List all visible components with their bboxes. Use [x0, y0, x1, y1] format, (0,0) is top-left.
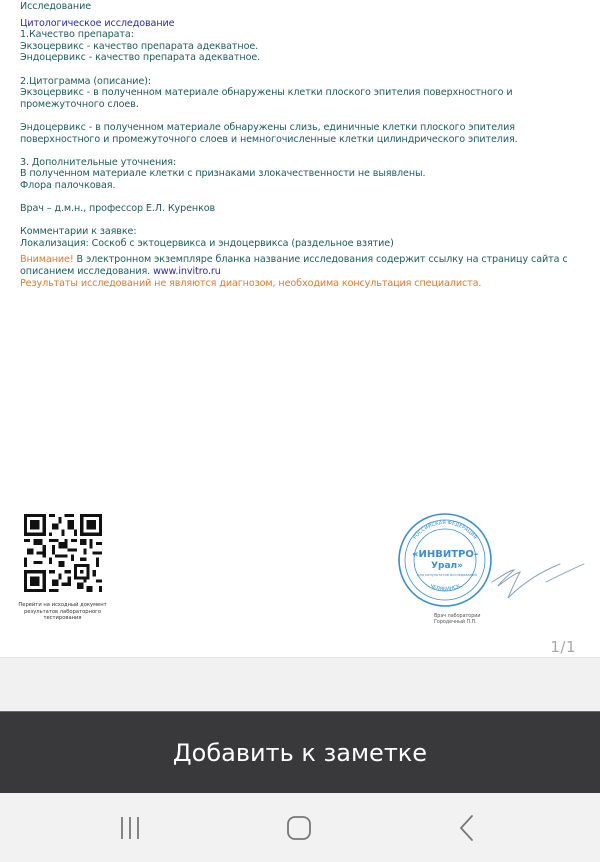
lab-stamp-icon: [397, 512, 493, 608]
quality-heading: 1.Качество препарата:: [20, 29, 134, 41]
comments-localization: Локализация: Соскоб с эктоцервикса и эндоцервикса (раздельное взятие): [20, 237, 394, 249]
warning-text: В электронном экземпляре бланка название исследования содержит ссылку на страницу сайта с описанием исследования.: [20, 254, 571, 278]
recent-apps-button[interactable]: [110, 813, 150, 843]
svg-text:для результатов исследований: для результатов исследований: [417, 573, 477, 577]
viewer-background: [0, 657, 600, 711]
signer-role: Врач лаборатории: [434, 614, 481, 619]
svg-text:Урал»: Урал»: [431, 561, 463, 571]
notes-heading: 3. Дополнительные уточнения:: [20, 156, 177, 168]
quality-exo: Экзоцервикс - качество препарата адекватное.: [20, 40, 259, 52]
disclaimer: Результаты исследований не являются диагнозом, необходима консультация специалиста.: [20, 277, 482, 289]
svg-text:ЧЕЛЯБИНСК: ЧЕЛЯБИНСК: [428, 583, 462, 593]
svg-text:РОССИЙСКАЯ ФЕДЕРАЦИЯ: РОССИЙСКАЯ ФЕДЕРАЦИЯ: [412, 519, 478, 541]
qr-block: [10, 514, 115, 622]
signature-icon: [488, 558, 588, 604]
cytogram-exo: Экзоцервикс - в полученном материале обнаружены клетки плоского эпителия поверхностного и промежуточного слоев.: [20, 87, 516, 110]
notes-malignancy: В полученном материале клетки с признаками злокачественности не выявлены.: [20, 168, 426, 180]
warning-paragraph: [20, 254, 590, 277]
qr-code-icon[interactable]: [24, 514, 102, 592]
svg-text:«ИНВИТРО-: «ИНВИТРО-: [412, 549, 478, 560]
study-title[interactable]: Цитологическое исследование: [20, 17, 175, 29]
signer-name: Городечный П.П.: [434, 620, 477, 625]
page-counter: 1/1: [550, 638, 576, 656]
add-to-note-button[interactable]: Добавить к заметке: [0, 711, 600, 793]
signer-caption: [434, 614, 481, 626]
cytogram-heading: 2.Цитограмма (описание):: [20, 75, 151, 87]
quality-endo: Эндоцервикс - качество препарата адекватное.: [20, 52, 261, 64]
system-nav-bar: [0, 793, 600, 862]
notes-flora: Флора палочковая.: [20, 179, 116, 191]
section-label: Исследование: [20, 1, 92, 12]
home-button[interactable]: [279, 813, 319, 843]
back-button[interactable]: [447, 813, 487, 843]
back-chevron-icon: [457, 814, 477, 842]
document-text: [20, 0, 590, 289]
doctor-signature-line: Врач – д.м.н., профессор Е.Л. Куренков: [20, 203, 216, 215]
comments-heading: Комментарии к заявке:: [20, 226, 137, 238]
invitro-link[interactable]: www.invitro.ru: [153, 266, 221, 278]
recent-apps-icon: [118, 815, 142, 841]
cytogram-endo: Эндоцервикс - в полученном материале обнаружены слизь, единичные клетки плоского эпителия поверхностного и промежуточного слоев и немногочисленные клетки цилиндрического эпителия.: [20, 121, 518, 145]
qr-caption: Перейти на исходный документ результатов лабораторного тестирования: [18, 602, 107, 622]
warning-label: Внимание!: [20, 254, 74, 266]
home-icon: [286, 815, 312, 841]
